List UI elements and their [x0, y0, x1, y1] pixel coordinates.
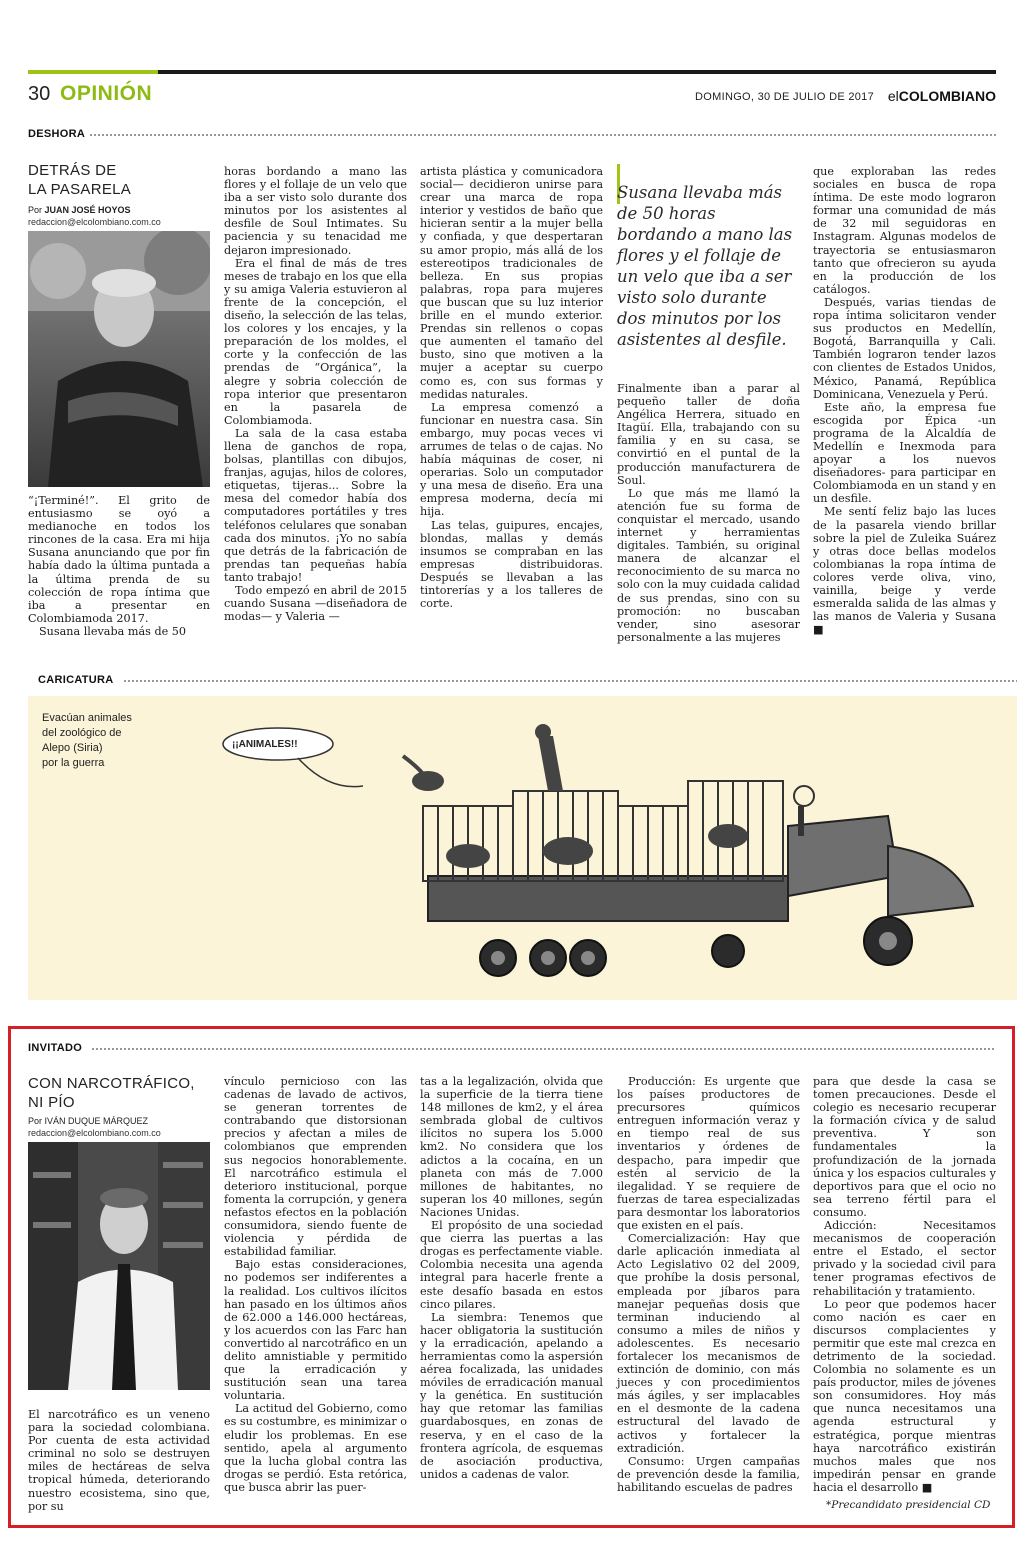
- deshora-col1: “¡Terminé!”. El grito de entusiasmo se oyó a medianoche en todos los rincones de la casa. Era mi hija Susana anunciando que por fin había dado la última puntada a la última prenda de su colección de ropa íntima que iba a presentar en Colombiamoda 2017. Susana llevaba más de 50: [28, 494, 210, 638]
- invitado-email: redaccion@elcolombiano.com.co: [28, 1128, 161, 1138]
- invitado-col5: para que desde la casa se tomen precauciones. Desde el colegio es necesario recuperar la formación cívica y de salud preventiva. Y son fundamentales la profundización de la jornada única y los espacios culturales y deportivos para que el ocio no sea terreno fértil para el consumo. Adicción: Necesitamos mecanismos de cooperación entre el Estado, el sector privado y la sociedad civil para tener programas efectivos de rehabilitación y tratamiento. Lo peor que podemos hacer como nación es caer en discursos complacientes y permitir que este mal crezca en detrimento de la sociedad. Colombia no solamente es un país productor, miles de jóvenes son consumidores. Hoy más que nunca necesitamos una agenda estructural y estratégica, porque mientras haya narcotráfico existirán muchos males que nos impedirán pensar en grande hacia el desarrollo ■: [813, 1075, 996, 1494]
- deshora-email: redaccion@elcolombiano.com.co: [28, 217, 161, 227]
- section-name: OPINIÓN: [60, 82, 153, 105]
- cartoon-caption: Evacúan animales del zoológico de Alepo (Siria) por la guerra: [42, 712, 132, 769]
- kicker-rule: [92, 1048, 996, 1050]
- invitado-col2: vínculo pernicioso con las cadenas de lavado de activos, se generan torrentes de contrabando que distorsionan precios y afectan a miles de colombianos que emprenden sus negocios honorablemente. El narcotráfico estimula el deterioro institucional, porque fomenta la corrupción, y genera nefastos efectos en la población consumidora, siendo fuente de violencia y pérdida de estabilidad familiar. Bajo estas consideraciones, no podemos ser indiferentes a la realidad. Los cultivos ilícitos han pasado en los últimos años de 62.000 a 146.000 hectáreas, y los acuerdos con las Farc han convertido al narcotráfico en un delito amnistiable y permitido que la erradicación y sustitución sean una tarea voluntaria. La actitud del Gobierno, como es su costumbre, es minimizar o eludir los problemas. En ese sentido, apela al argumento que la lucha global contra las drogas se perdió. Esta retórica, que busca abrir las puer-: [224, 1075, 407, 1494]
- invitado-col4: Producción: Es urgente que los países productores de precursores químicos entreguen información veraz y en tiempo real de sus inventarios y órdenes de despacho, para impedir que estén al servicio de la ilegalidad. Y se requiere de fuerzas de tarea especializadas para desmontar los laboratorios que existen en el país. Comercialización: Hay que darle aplicación inmediata al Acto Legislativo 02 del 2009, que prohíbe la dosis personal, empleada por jíbaros para manejar pequeñas dosis que terminan induciendo al consumo a miles de niños y adolescentes. Es necesario fortalecer los mecanismos de extinción de dominio, con más jueces y con procedimientos más ágiles, y ser implacables en el desmonte de la cadena estructural del lavado de activos y fortalecer la extradición. Consumo: Urgen campañas de prevención desde la familia, habilitando escuelas de padres: [617, 1075, 800, 1494]
- caricatura-kicker: CARICATURA: [38, 674, 114, 686]
- newspaper-logo: elCOLOMBIANO: [887, 88, 996, 104]
- deshora-col3: artista plástica y comunicadora social— decidieron unirse para crear una marca de ropa interior y vestidos de baño que hicieran sentir a la mujer bella y confiada, y que despertaran su amor propio, más allá de los estereotipos tradicionales de belleza. En sus propias palabras, ropa para mujeres que buscan que su luz interior brille en el mundo exterior. Prendas sin rellenos o copas que aumenten el tamaño del busto, sino que motiven a la mujer a aceptar su cuerpo como es, con sus formas y medidas naturales. La empresa comenzó a funcionar en nuestra casa. Sin embargo, muy pocas veces vi arrumes de telas o de cajas. No había máquinas de coser, ni operarias. Solo un computador y una mesa de diseño. Era una empresa moderna, decía mi hija. Las telas, guipures, encajes, blondas, mallas y demás insumos se compraban en las empresas distribuidoras. Después se llevaban a las tintorerías y a los talleres de corte.: [420, 165, 603, 611]
- deshora-col2: horas bordando a mano las flores y el follaje de un velo que iba a ser visto solo durante dos minutos por los asistentes al desfile de Soul Intimates. Su paciencia y su tenacidad me dejaron impresionado. Era el final de más de tres meses de trabajo en los que ella y su amiga Valeria estuvieron al frente de la concepción, el diseño, la selección de las telas, los colores y los encajes, y la preparación de los moldes, el corte y la confección de las prendas de “Orgánica”, la alegre y sobria colección de ropa interior que presentaron en la pasarela de Colombiamoda. La sala de la casa estaba llena de ganchos de ropa, bolsas, plantillas con dibujos, franjas, agujas, hilos de colores, etiquetas, tijeras... Sobre la mesa del comedor había dos computadores portátiles y tres teléfonos celulares que sonaban cada dos minutos. ¡Yo no sabía que detrás de la fabricación de prendas tan pequeñas había tanto trabajo! Todo empezó en abril de 2015 cuando Susana —diseñadora de modas— y Valeria —: [224, 165, 407, 624]
- issue-date: DOMINGO, 30 DE JULIO DE 2017: [695, 91, 874, 103]
- masthead: [28, 70, 996, 110]
- cartoon-panel: [28, 696, 1017, 1000]
- invitado-col1: El narcotráfico es un veneno para la sociedad colombiana. Por cuenta de esta actividad criminal no solo se destruyen miles de hectáreas de selva tropical húmeda, deteriorando nuestro ecosistema, sino que, por su: [28, 1408, 210, 1513]
- invitado-title: CON NARCOTRÁFICO, NI PÍO: [28, 1075, 195, 1111]
- speech-bubble-text: ¡¡ANIMALES!!: [232, 739, 298, 750]
- masthead-rule: [28, 70, 996, 74]
- author-photo-hoyos: [28, 231, 210, 487]
- truck-cartoon-illustration: [28, 696, 1017, 1000]
- invitado-col3: tas a la legalización, olvida que la superficie de la tierra tiene 148 millones de km2, y el área sembrada global de cultivos ilícitos no supera los 5.000 km2. No considera que los adictos a la cocaína, en un planeta con más de 7.000 millones de habitantes, no superan los 40 millones, según Naciones Unidas. El propósito de una sociedad que cierra las puertas a las drogas es perfectamente viable. Colombia necesita una agenda integral para hacerle frente a este desafío basada en estos cinco pilares. La siembra: Tenemos que hacer obligatoria la sustitución y la erradicación, apelando a herramientas como la aspersión aérea focalizada, las unidades móviles de erradicación manual y la genética. En sustitución hay que retomar las familias guardabosques, en zonas de reserva, y en el caso de la frontera agrícola, de esquemas de asociación productiva, unidos a cadenas de valor.: [420, 1075, 603, 1481]
- deshora-col4: Finalmente iban a parar al pequeño taller de doña Angélica Herrera, situado en Itagüí. Ella, trabajando con su familia y en su casa, se convirtió en el puntal de la producción manufacturera de Soul. Lo que más me llamó la atención fue su forma de conquistar el mercado, usando internet y herramientas digitales. También, su original manera de alcanzar el reconocimiento de su marca no solo con la muy cuidada calidad de sus prendas, sino con su promoción: no buscaban vender, sino asesorar personalmente a las mujeres: [617, 382, 800, 644]
- deshora-col5: que exploraban las redes sociales en busca de ropa íntima. De este modo lograron formar una comunidad de más de 32 mil seguidoras en Instagram. Algunas modelos de trayectoria se entusiasmaron tanto que ofrecieron su ayuda en la producción de los catálogos. Después, varias tiendas de ropa íntima solicitaron vender sus productos en Medellín, Bogotá, Barranquilla y Cali. También lograron tender lazos con clientes de Estados Unidos, México, Panamá, República Dominicana, Venezuela y Perú. Este año, la empresa fue escogida por Épica -un programa de la Alcaldía de Medellín e Inexmoda para apoyar a los nuevos diseñadores- para participar en Colombiamoda en un stand y en un desfile. Me sentí feliz bajo las luces de la pasarela viendo brillar sobre la piel de Zuleika Suárez y otras doce bellas modelos colombianas la ropa íntima de colores verde oliva, vino, vainilla, beige y verde esmeralda salida de las almas y las manos de Valeria y Susana ■: [813, 165, 996, 637]
- kicker-rule: [124, 680, 1017, 682]
- invitado-byline: Por IVÁN DUQUE MÁRQUEZ: [28, 1116, 149, 1126]
- author-photo-duque: [28, 1142, 210, 1390]
- invitado-kicker: INVITADO: [28, 1042, 83, 1054]
- author-footnote: *Precandidato presidencial CD: [826, 1499, 991, 1511]
- kicker-rule: [90, 134, 996, 136]
- deshora-title: DETRÁS DE LA PASARELA: [28, 162, 132, 198]
- deshora-kicker: DESHORA: [28, 128, 86, 140]
- deshora-byline: Por JUAN JOSÉ HOYOS: [28, 205, 131, 215]
- page-number: 30: [28, 83, 51, 105]
- pull-quote: Susana llevaba más de 50 horas bordando a mano las flores y el follaje de un velo que iba a ser visto solo durante dos minutos por los asistentes al desfile.: [617, 183, 793, 349]
